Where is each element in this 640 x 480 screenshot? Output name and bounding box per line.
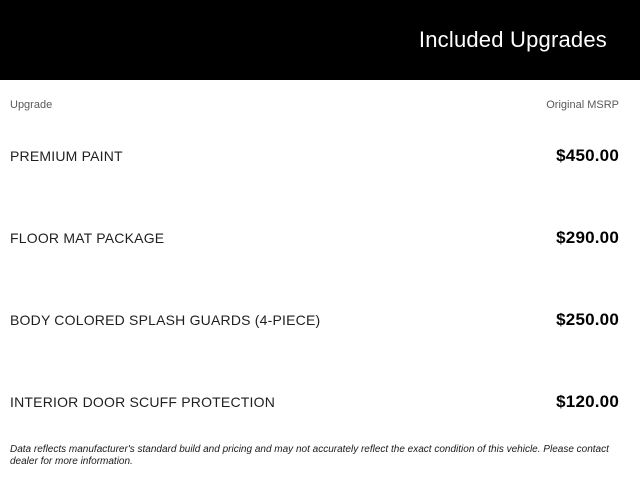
column-header-upgrade: Upgrade xyxy=(10,99,53,111)
upgrade-name: PREMIUM PAINT xyxy=(10,148,123,164)
upgrade-price: $290.00 xyxy=(556,228,619,247)
upgrade-price: $250.00 xyxy=(556,310,619,329)
upgrade-name: BODY COLORED SPLASH GUARDS (4-PIECE) xyxy=(10,312,321,328)
upgrades-table xyxy=(0,98,640,443)
upgrade-name: INTERIOR DOOR SCUFF PROTECTION xyxy=(10,394,275,410)
table-row xyxy=(10,115,619,197)
table-row xyxy=(10,279,619,361)
disclaimer-text: Data reflects manufacturer's standard build and pricing and may not accurately reflect the exact condition of this vehicle. Please contact dealer for more information. xyxy=(10,444,609,467)
table-rows xyxy=(10,115,619,443)
column-header-original-msrp: Original MSRP xyxy=(546,99,619,111)
upgrade-price: $450.00 xyxy=(556,146,619,165)
page-title: Included Upgrades xyxy=(418,27,607,52)
table-row xyxy=(10,197,619,279)
table-row xyxy=(10,361,619,443)
upgrade-price: $120.00 xyxy=(556,392,619,411)
upgrade-name: FLOOR MAT PACKAGE xyxy=(10,230,165,246)
table-column-headers xyxy=(10,98,619,112)
footer xyxy=(0,444,640,468)
banner xyxy=(0,0,640,80)
